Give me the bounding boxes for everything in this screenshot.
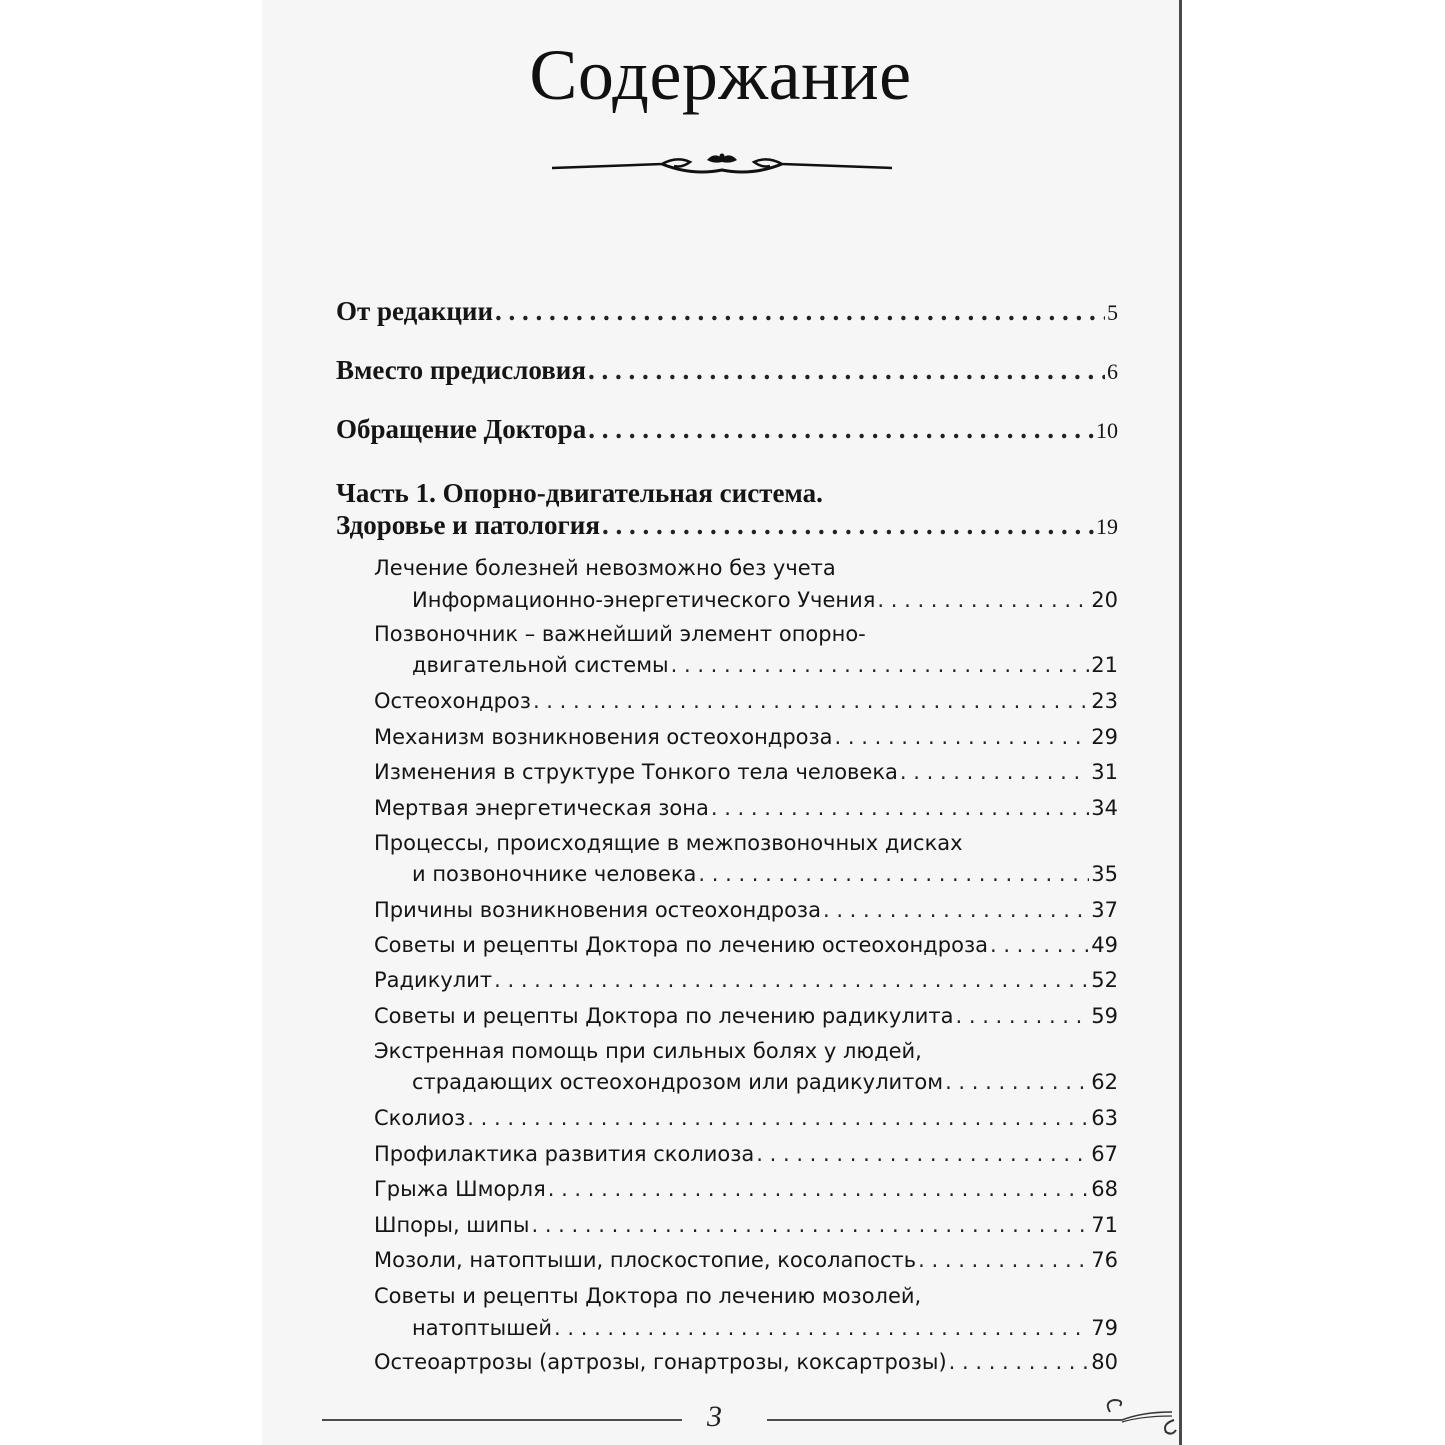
toc-entry-label: Здоровье и патология [336, 510, 600, 540]
toc-entry-line1: Позвоночник – важнейший элемент опорно- [374, 622, 866, 646]
toc-entry[interactable] [412, 1070, 1118, 1094]
toc-page-number: 76 [1091, 1248, 1118, 1272]
leader-dots [588, 355, 1105, 386]
toc-page-number: 31 [1091, 760, 1118, 784]
toc-entry-line1: Процессы, происходящие в межпозвоночных дисках [374, 831, 963, 855]
toc-entry[interactable] [412, 1316, 1118, 1340]
toc-entry-label: Мертвая энергетическая зона [374, 796, 709, 820]
toc-entry[interactable] [412, 862, 1118, 886]
toc-entry[interactable] [412, 653, 1118, 677]
toc-page-number: 19 [1096, 514, 1118, 539]
toc-page-number: 29 [1091, 725, 1118, 749]
toc-entry[interactable] [336, 296, 1118, 327]
leader-dots [918, 1248, 1089, 1272]
toc-entry-label: страдающих остеохондрозом или радикулитом [412, 1070, 944, 1094]
toc-page-number: 59 [1091, 1004, 1118, 1028]
toc-page-number: 34 [1091, 796, 1118, 820]
leader-dots [698, 862, 1089, 886]
leader-dots [467, 1106, 1089, 1130]
leader-dots [495, 296, 1105, 327]
toc-entry-line1: Экстренная помощь при сильных болях у людей, [374, 1039, 922, 1063]
toc-entry-label: Советы и рецепты Доктора по лечению радикулита [374, 1004, 954, 1028]
leader-dots [554, 1316, 1089, 1340]
toc-page-number: 68 [1091, 1177, 1118, 1201]
toc-entry-label: Вместо предисловия [336, 355, 586, 385]
toc-entry-label: Советы и рецепты Доктора по лечению остеохондроза [374, 933, 988, 957]
toc-page-number: 21 [1091, 653, 1118, 677]
leader-dots [494, 968, 1089, 992]
toc-entry[interactable] [336, 355, 1118, 386]
toc-entry-label: Радикулит [374, 968, 493, 992]
toc-entry[interactable] [374, 1177, 1118, 1201]
toc-entry[interactable] [374, 725, 1118, 749]
toc-entry-line1: Советы и рецепты Доктора по лечению мозолей, [374, 1284, 922, 1308]
toc-entry[interactable] [374, 968, 1118, 992]
leader-dots [671, 653, 1090, 677]
toc-page-number: 10 [1096, 418, 1118, 443]
toc-page-number: 20 [1091, 588, 1118, 612]
toc-entry-label: двигательной системы [412, 653, 669, 677]
toc-entry-label: Обращение Доктора [336, 414, 587, 444]
toc-entry-label: и позвоночнике человека [412, 862, 697, 886]
leader-dots [533, 689, 1089, 713]
leader-dots [835, 725, 1090, 749]
toc-entry-label: Сколиоз [374, 1106, 466, 1130]
toc-entry-label: Информационно-энергетического Учения [412, 588, 876, 612]
toc-entry-label: Мозоли, натоптыши, плоскостопие, косолапость [374, 1248, 917, 1272]
toc-entry[interactable] [374, 1106, 1118, 1130]
toc-entry[interactable] [336, 414, 1118, 445]
leader-dots [711, 796, 1089, 820]
toc-page-number: 49 [1091, 933, 1118, 957]
leader-dots [602, 510, 1094, 541]
page-title: Содержание [529, 35, 912, 115]
toc-page-number: 52 [1091, 968, 1118, 992]
toc-entry-label: Изменения в структуре Тонкого тела человека [374, 760, 898, 784]
leader-dots [956, 1004, 1090, 1028]
toc-entry-line1: Лечение болезней невозможно без учета [374, 556, 836, 580]
toc-entry-label: Причины возникновения остеохондроза [374, 898, 821, 922]
toc-entry[interactable] [374, 796, 1118, 820]
toc-page-number: 67 [1091, 1142, 1118, 1166]
toc-entry[interactable] [374, 689, 1118, 713]
toc-entry-label: Остеохондроз [374, 689, 531, 713]
leader-dots [949, 1350, 1090, 1374]
toc-entry[interactable] [374, 898, 1118, 922]
toc-entry[interactable] [374, 1350, 1118, 1374]
leader-dots [990, 933, 1089, 957]
toc-entry-part[interactable] [336, 510, 1118, 541]
leader-dots [548, 1177, 1090, 1201]
toc-entry[interactable] [374, 760, 1118, 784]
toc-page-number: 71 [1091, 1213, 1118, 1237]
leader-dots [877, 588, 1089, 612]
toc-page-number: 37 [1091, 898, 1118, 922]
toc-entry[interactable] [374, 1248, 1118, 1272]
toc-page-number: 80 [1091, 1350, 1118, 1374]
book-page [262, 0, 1182, 1445]
leader-dots [531, 1213, 1089, 1237]
toc-page-number: 62 [1091, 1070, 1118, 1094]
leader-dots [823, 898, 1089, 922]
toc-entry-label: Механизм возникновения остеохондроза [374, 725, 833, 749]
toc-page-number: 35 [1091, 862, 1118, 886]
toc-entry-label: Грыжа Шморля [374, 1177, 546, 1201]
leader-dots [900, 760, 1089, 784]
toc-entry-label: От редакции [336, 296, 494, 326]
toc-page-number: 23 [1091, 689, 1118, 713]
toc-page-number: 79 [1091, 1316, 1118, 1340]
toc-page-number: 63 [1091, 1106, 1118, 1130]
toc-entry[interactable] [374, 1004, 1118, 1028]
toc-entry[interactable] [374, 1213, 1118, 1237]
leader-dots [756, 1142, 1089, 1166]
toc-entry-label: Остеоартрозы (артрозы, гонартрозы, коксартрозы) [374, 1350, 947, 1374]
toc-entry-label: натоптышей [412, 1316, 553, 1340]
toc-entry[interactable] [374, 933, 1118, 957]
page-number: 3 [707, 1400, 722, 1433]
leader-dots [588, 414, 1094, 445]
toc-entry[interactable] [374, 1142, 1118, 1166]
leader-dots [945, 1070, 1089, 1094]
part-heading-line1: Часть 1. Опорно-двигательная система. [336, 478, 823, 508]
toc-entry-label: Профилактика развития сколиоза [374, 1142, 755, 1166]
table-of-contents [262, 0, 1179, 1445]
toc-page-number: 5 [1107, 300, 1118, 325]
toc-page-number: 6 [1107, 359, 1118, 384]
toc-entry-label: Шпоры, шипы [374, 1213, 530, 1237]
toc-entry[interactable] [412, 588, 1118, 612]
